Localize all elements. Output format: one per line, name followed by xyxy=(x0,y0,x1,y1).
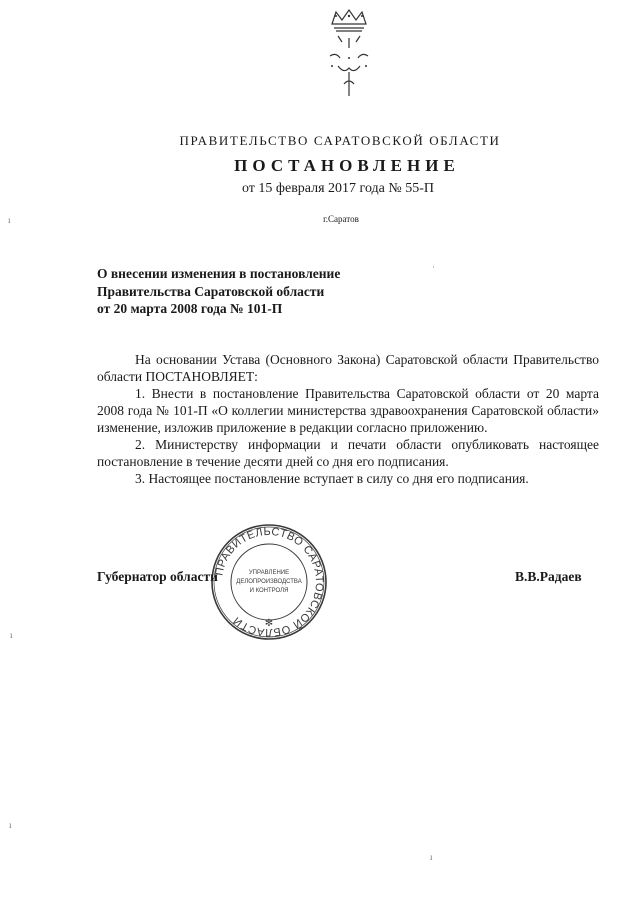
document-date-number: от 15 февраля 2017 года № 55-П xyxy=(241,181,435,196)
scan-mark: ı xyxy=(430,852,433,862)
scan-mark: ı xyxy=(8,215,11,225)
title-line: О внесении изменения в постановление xyxy=(97,266,341,281)
preamble-paragraph: На основании Устава (Основного Закона) Саратовской области Правительство области ПОСТАНОВЛЯЕТ: xyxy=(97,352,599,384)
item-3-paragraph: 3. Настоящее постановление вступает в силу со дня его подписания. xyxy=(135,471,529,486)
stamp-inner-line: УПРАВЛЕНИЕ xyxy=(248,570,290,576)
item-2-paragraph: 2. Министерству информации и печати области опубликовать настоящее постановление в течение десяти дней со дня его подписания. xyxy=(97,437,599,469)
stamp-inner-line: И КОНТРОЛЯ xyxy=(249,588,289,594)
document-body xyxy=(97,351,599,487)
organization-name: ПРАВИТЕЛЬСТВО САРАТОВСКОЙ ОБЛАСТИ xyxy=(179,133,501,148)
item-1-paragraph: 1. Внести в постановление Правительства Саратовской области от 20 марта 2008 года № 101-П «О коллегии министерства здравоохранения Саратовской области» изменение, изложив приложение в редакции согласно приложению. xyxy=(97,386,599,435)
title-line: Правительства Саратовской области xyxy=(97,283,325,299)
coat-of-arms-emblem xyxy=(318,8,380,98)
stamp-inner-line: ДЕЛОПРОИЗВОДСТВА xyxy=(236,579,302,585)
official-stamp xyxy=(209,522,329,642)
document-city: г.Саратов xyxy=(323,214,359,224)
title-line: от 20 марта 2008 года № 101-П xyxy=(97,301,283,316)
signatory-position: Губернатор области xyxy=(97,569,218,584)
document-type: ПОСТАНОВЛЕНИЕ xyxy=(234,156,460,175)
scan-mark: · xyxy=(432,262,435,272)
document-title xyxy=(97,265,417,318)
signatory-name: В.В.Радаев xyxy=(515,569,582,584)
stamp-star-icon: ✻ xyxy=(264,618,274,629)
scan-mark: ı xyxy=(9,820,12,830)
scan-mark: ı xyxy=(10,630,13,640)
stamp-outer-text: ПРАВИТЕЛЬСТВО САРАТОВСКОЙ ОБЛАСТИ xyxy=(213,525,326,639)
